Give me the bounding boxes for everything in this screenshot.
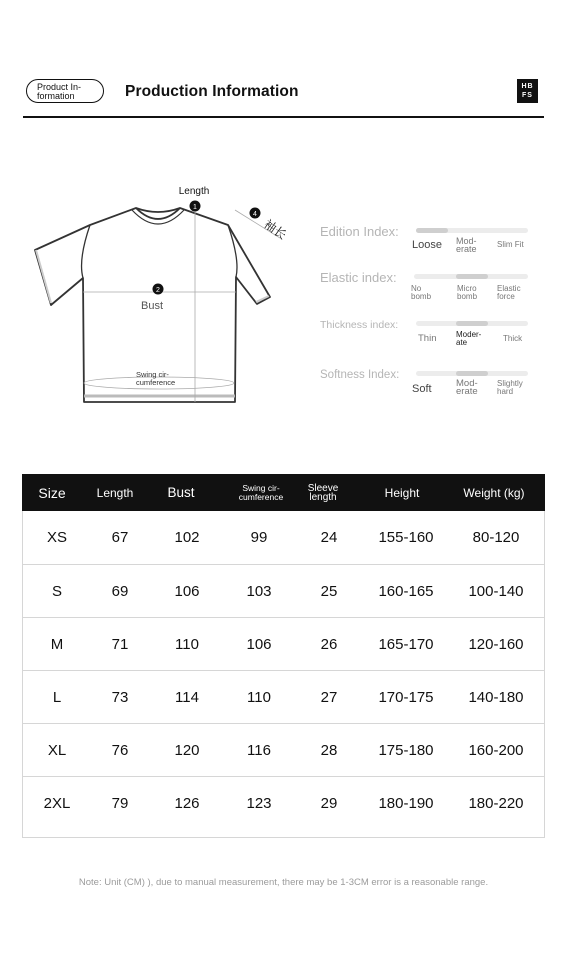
size-table-header [22, 474, 545, 511]
cell-length: 79 [111, 795, 129, 812]
cell-height: 160-165 [378, 583, 434, 600]
cell-height: 180-190 [378, 795, 434, 812]
cell-sleeve: 26 [320, 636, 338, 653]
softness-option-moderate: Mod- erate [456, 378, 478, 397]
swing-label-line-2: cumference [136, 378, 176, 387]
softness-index-bar [416, 371, 528, 376]
header-swing-circumference [226, 474, 296, 511]
cell-weight: 140-180 [468, 689, 524, 706]
cell-swing: 110 [247, 689, 271, 706]
elastic-index-selected-segment [456, 274, 488, 279]
cell-bust: 106 [174, 583, 200, 600]
thickness-option-thick: Thick [503, 334, 523, 343]
cell-weight: 80-120 [472, 529, 520, 546]
header-divider [23, 116, 544, 118]
cell-sleeve: 29 [320, 795, 338, 812]
elastic-index-label: Elastic index: [320, 270, 397, 285]
tshirt-measurement-diagram [28, 180, 298, 410]
elastic-option-micro-bomb: Micro bomb [457, 284, 478, 301]
left-cuff [36, 250, 51, 303]
cell-weight: 100-140 [468, 583, 524, 600]
cell-size: XL [47, 742, 67, 759]
logo-line-1: HB [521, 83, 534, 90]
bust-label: Bust [140, 300, 164, 312]
header-sleeve-length [300, 474, 346, 511]
cell-swing: 123 [246, 795, 272, 812]
edition-index-selected-segment [416, 228, 448, 233]
softness-index-selected-segment [456, 371, 488, 376]
elastic-option-elastic-force: Elastic force [497, 284, 521, 301]
left-sleeve-seam [82, 225, 90, 278]
edition-option-loose: Loose [412, 239, 442, 251]
cell-height: 170-175 [378, 689, 434, 706]
pill-line-2: formation [37, 91, 75, 101]
marker-4-icon [250, 208, 261, 219]
svg-text:1: 1 [193, 204, 197, 211]
cell-sleeve: 27 [320, 689, 338, 706]
table-row [23, 511, 544, 564]
pill-line-1: Product In- [37, 82, 82, 92]
cell-swing: 106 [246, 636, 272, 653]
header-sleeve-line-2: length [309, 491, 337, 503]
cell-length: 71 [111, 636, 129, 653]
logo-line-2: FS [522, 92, 533, 99]
edition-option-moderate: Mod- erate [456, 236, 477, 254]
marker-1-icon [190, 201, 201, 212]
cell-height: 175-180 [378, 742, 434, 759]
cell-length: 76 [111, 742, 129, 759]
header-weight: Weight (kg) [463, 485, 525, 500]
softness-option-slightly-hard: Slightly hard [497, 379, 523, 396]
table-row [23, 670, 544, 724]
cell-weight: 160-200 [468, 742, 524, 759]
sleeve-length-label: 袖长 [261, 216, 289, 243]
cell-weight: 120-160 [468, 636, 524, 653]
edition-index-bar [416, 228, 528, 233]
cell-swing: 103 [246, 583, 272, 600]
cell-sleeve: 28 [320, 742, 338, 759]
page-title: Production Information [125, 83, 299, 100]
edition-option-slim-fit: Slim Fit [497, 240, 524, 249]
cell-swing: 99 [250, 529, 268, 546]
thickness-index-label: Thickness index: [320, 319, 399, 331]
cell-length: 67 [111, 529, 129, 546]
cell-height: 165-170 [378, 636, 434, 653]
cell-size: XS [46, 529, 67, 546]
cell-size: L [52, 689, 62, 706]
cell-bust: 126 [174, 795, 200, 812]
cell-weight: 180-220 [468, 795, 524, 812]
header-swing-line-2: cumference [238, 491, 284, 502]
svg-text:4: 4 [253, 211, 257, 218]
table-row [23, 617, 544, 671]
softness-index-label: Softness Index: [320, 369, 400, 381]
cell-sleeve: 25 [320, 583, 338, 600]
header-length: Length [96, 485, 134, 500]
measurement-note: Note: Unit (CM) ), due to manual measurement, there may be 1-3CM error is a reasonable range. [78, 877, 489, 888]
header-sleeve-line-1: Sleeve [307, 482, 339, 494]
edition-index-label: Edition Index: [320, 224, 399, 239]
thickness-index-bar [416, 321, 528, 326]
cell-size: M [50, 636, 64, 653]
length-label: Length [178, 186, 210, 197]
cell-size: S [51, 583, 62, 600]
swing-label-line-1: Swing cir- [136, 370, 169, 379]
size-table-body [22, 511, 545, 838]
cell-length: 69 [111, 583, 129, 600]
elastic-option-no-bomb: No bomb [411, 284, 432, 301]
cell-bust: 110 [175, 636, 199, 653]
header-height: Height [384, 485, 420, 500]
header-swing-line-1: Swing cir- [242, 482, 280, 493]
svg-text:2: 2 [156, 287, 160, 294]
softness-option-soft: Soft [412, 383, 432, 395]
header-size: Size [38, 484, 66, 501]
brand-logo [517, 79, 538, 103]
cell-height: 155-160 [378, 529, 434, 546]
cell-length: 73 [111, 689, 129, 706]
thickness-option-moderate: Moder- ate [456, 330, 482, 347]
thickness-index-selected-segment [456, 321, 488, 326]
table-row [23, 564, 544, 618]
cell-size: 2XL [43, 795, 71, 812]
elastic-index-bar [414, 274, 528, 279]
cell-bust: 120 [174, 742, 200, 759]
thickness-option-thin: Thin [418, 333, 437, 344]
table-row [23, 776, 544, 830]
marker-2-icon [153, 284, 164, 295]
table-row [23, 723, 544, 777]
cell-bust: 114 [175, 689, 199, 706]
product-information-pill [26, 79, 104, 103]
cell-swing: 116 [247, 742, 271, 759]
header-bust: Bust [167, 485, 195, 500]
cell-bust: 102 [174, 529, 200, 546]
cell-sleeve: 24 [320, 529, 338, 546]
